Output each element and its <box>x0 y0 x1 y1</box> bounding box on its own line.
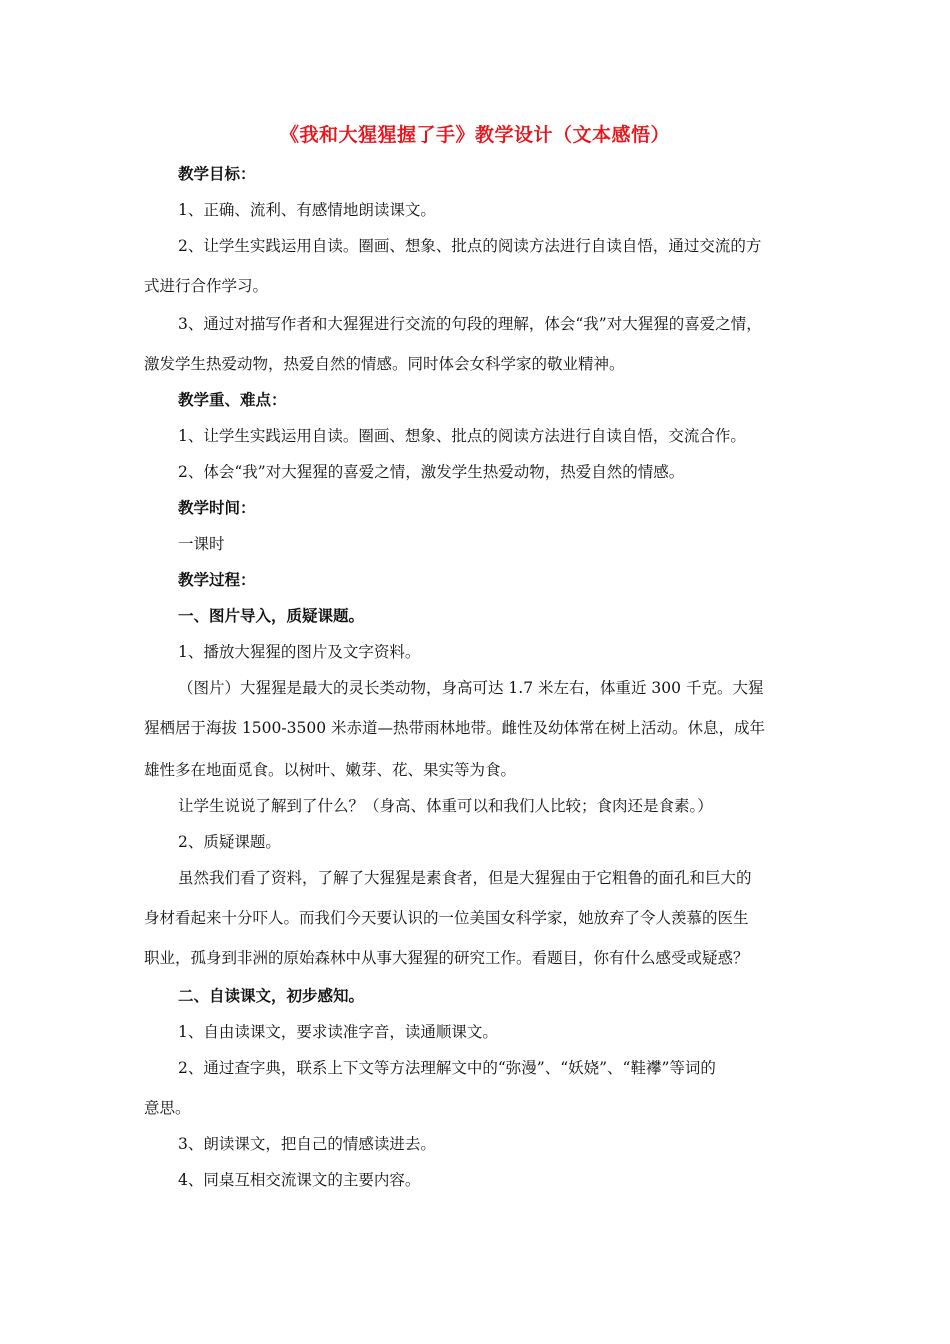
heading-time: 教学时间： <box>178 499 256 517</box>
paragraph-line: 4、同桌互相交流课文的主要内容。 <box>178 1171 421 1189</box>
section-heading-2: 二、自读课文，初步感知。 <box>178 987 365 1005</box>
heading-key-points: 教学重、难点： <box>178 391 287 409</box>
paragraph-line: 一课时 <box>178 535 225 553</box>
paragraph-line: 雄性多在地面觅食。以树叶、嫩芽、花、果实等为食。 <box>144 761 517 779</box>
paragraph-line: （图片）大猩猩是最大的灵长类动物，身高可达 1.7 米左右，体重近 300 千克。大猩 <box>178 679 764 697</box>
paragraph-line: 职业，孤身到非洲的原始森林中从事大猩猩的研究工作。看题目，你有什么感受或疑惑？ <box>144 949 749 967</box>
paragraph-line: 1、让学生实践运用自读。圈画、想象、批点的阅读方法进行自读自悟，交流合作。 <box>178 427 746 445</box>
paragraph-line: 式进行合作学习。 <box>144 277 269 295</box>
paragraph-line: 2、让学生实践运用自读。圈画、想象、批点的阅读方法进行自读自悟，通过交流的方 <box>178 237 762 255</box>
heading-objectives: 教学目标： <box>178 165 256 183</box>
paragraph-line: 1、正确、流利、有感情地朗读课文。 <box>178 201 436 219</box>
paragraph-line: 激发学生热爱动物，热爱自然的情感。同时体会女科学家的敬业精神。 <box>144 355 625 373</box>
paragraph-line: 身材看起来十分吓人。而我们今天要认识的一位美国女科学家，她放弃了令人羡慕的医生 <box>144 909 749 927</box>
paragraph-line: 意思。 <box>144 1099 191 1117</box>
paragraph-line: 3、朗读课文，把自己的情感读进去。 <box>178 1135 436 1153</box>
section-heading-1: 一、图片导入，质疑课题。 <box>178 607 365 625</box>
paragraph-line: 1、自由读课文，要求读准字音，读通顺课文。 <box>178 1023 498 1041</box>
paragraph-line: 1、播放大猩猩的图片及文字资料。 <box>178 643 421 661</box>
document-title: 《我和大猩猩握了手》教学设计（文本感悟） <box>279 124 670 146</box>
heading-process: 教学过程： <box>178 571 256 589</box>
paragraph-line: 虽然我们看了资料，了解了大猩猩是素食者，但是大猩猩由于它粗鲁的面孔和巨大的 <box>178 869 752 887</box>
paragraph-line: 猩栖居于海拔 1500-3500 米赤道—热带雨林地带。雌性及幼体常在树上活动。休息，成年 <box>144 719 765 737</box>
paragraph-line: 2、体会“我”对大猩猩的喜爱之情，激发学生热爱动物，热爱自然的情感。 <box>178 463 685 481</box>
paragraph-line: 2、通过查字典，联系上下文等方法理解文中的“弥漫”、“妖娆”、“鞋襻”等词的 <box>178 1059 716 1077</box>
paragraph-line: 让学生说说了解到了什么？（身高、体重可以和我们人比较；食肉还是食素。） <box>178 797 713 815</box>
paragraph-line: 2、质疑课题。 <box>178 833 281 851</box>
paragraph-line: 3、通过对描写作者和大猩猩进行交流的句段的理解，体会“我”对大猩猩的喜爱之情， <box>178 315 762 333</box>
